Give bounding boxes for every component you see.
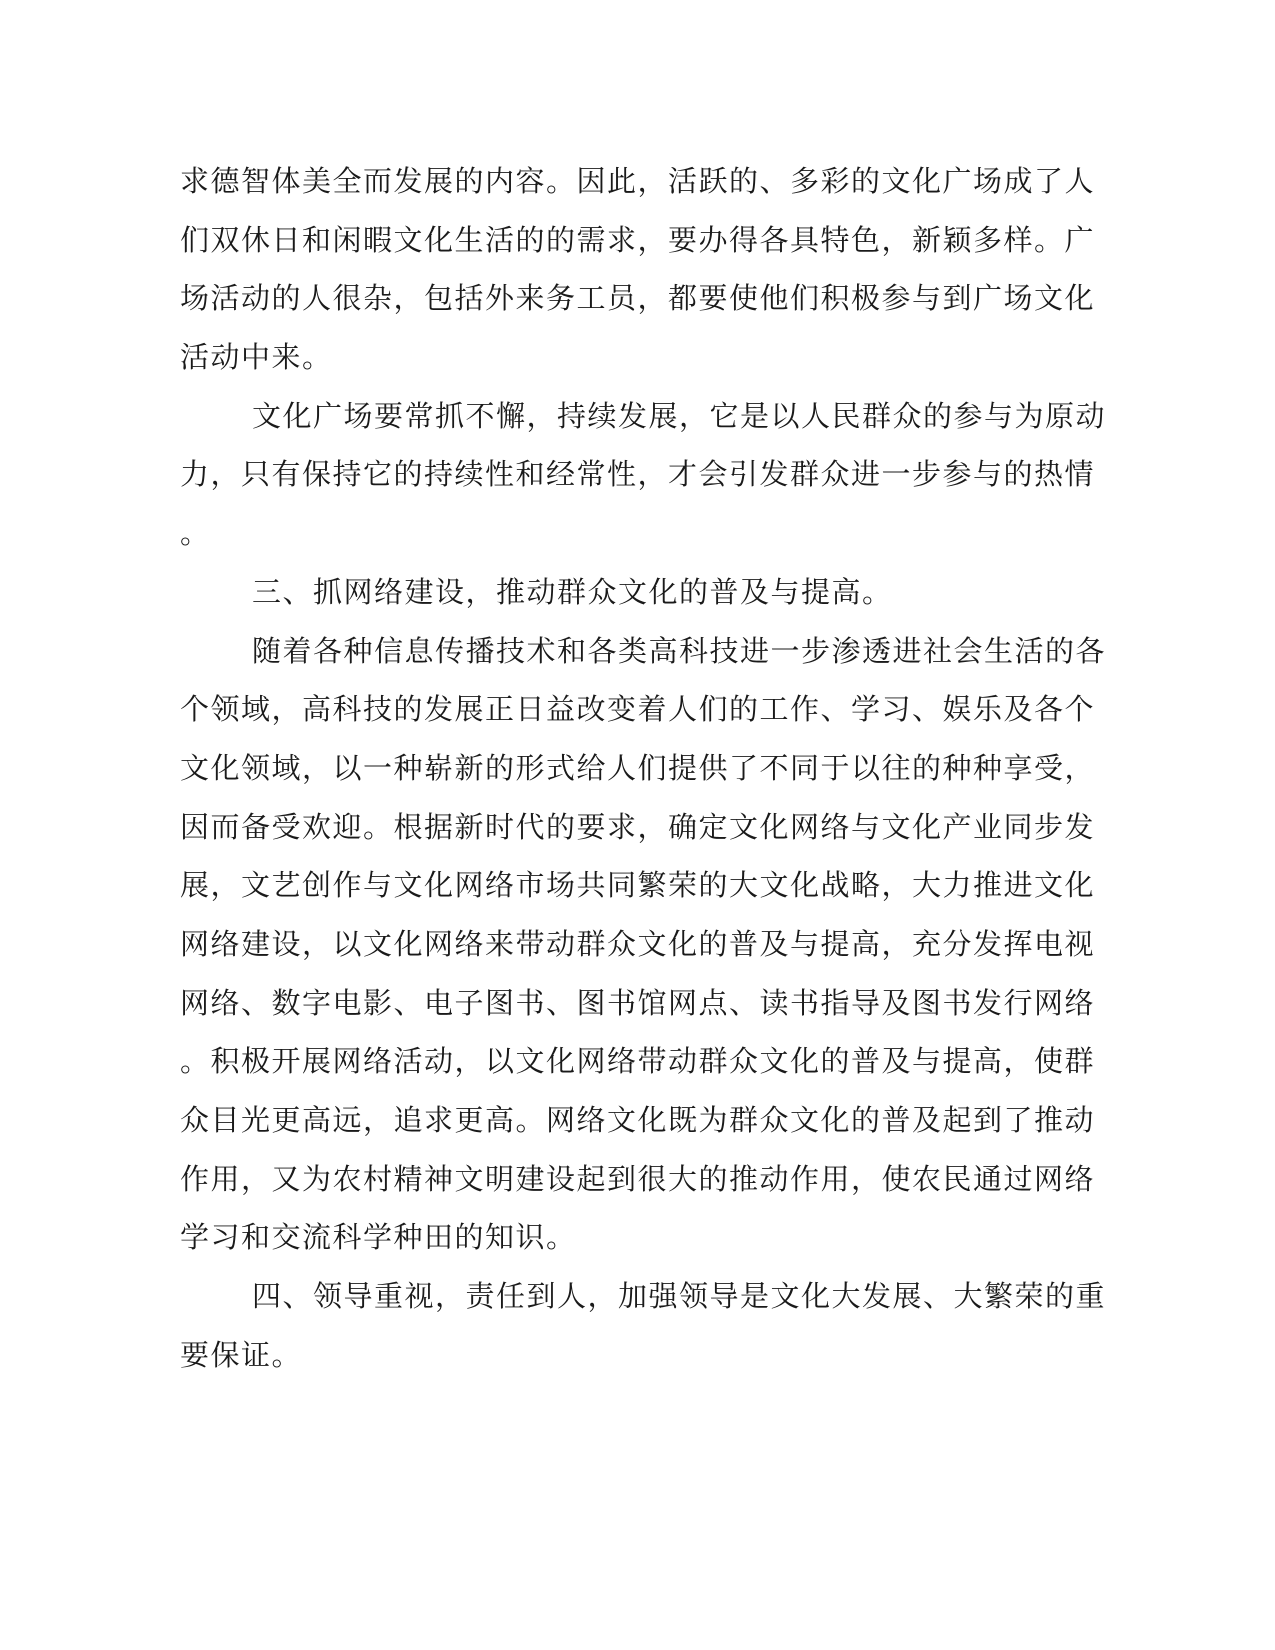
section-heading: 三、抓网络建设，推动群众文化的普及与提高。	[252, 574, 893, 609]
body-text	[180, 152, 1107, 1384]
text-line: 作用，又为农村精神文明建设起到很大的推动作用，使农民通过网络	[180, 1161, 1096, 1196]
text-line: 网络、数字电影、电子图书、图书馆网点、读书指导及图书发行网络	[180, 985, 1096, 1020]
paragraph-first-line: 随着各种信息传播技术和各类高科技进一步渗透进社会生活的各	[252, 633, 1107, 668]
text-line: 活动中来。	[180, 340, 333, 375]
text-line: 。	[180, 516, 211, 551]
text-line: 文化领域，以一种崭新的形式给人们提供了不同于以往的种种享受，	[180, 750, 1096, 785]
section-heading: 四、领导重视，责任到人，加强领导是文化大发展、大繁荣的重	[252, 1279, 1107, 1314]
text-line: 展，文艺创作与文化网络市场共同繁荣的大文化战略，大力推进文化	[180, 868, 1096, 903]
text-line: 因而备受欢迎。根据新时代的要求，确定文化网络与文化产业同步发	[180, 809, 1096, 844]
text-line: 众目光更高远，追求更高。网络文化既为群众文化的普及起到了推动	[180, 1103, 1096, 1137]
text-line: 网络建设，以文化网络来带动群众文化的普及与提高，充分发挥电视	[180, 926, 1096, 961]
text-line: 。积极开展网络活动，以文化网络带动群众文化的普及与提高，使群	[180, 1044, 1096, 1079]
text-line: 场活动的人很杂，包括外来务工员，都要使他们积极参与到广场文化	[180, 281, 1096, 316]
text-line: 学习和交流科学种田的知识。	[180, 1220, 577, 1255]
text-line: 们双休日和闲暇文化生活的的需求，要办得各具特色，新颖多样。广	[180, 222, 1096, 257]
text-line: 力，只有保持它的持续性和经常性，才会引发群众进一步参与的热情	[180, 457, 1096, 492]
text-line: 个领域，高科技的发展正日益改变着人们的工作、学习、娱乐及各个	[180, 692, 1096, 727]
text-line: 求德智体美全而发展的内容。因此，活跃的、多彩的文化广场成了人	[180, 164, 1096, 198]
text-line: 要保证。	[180, 1337, 303, 1372]
paragraph-first-line: 文化广场要常抓不懈，持续发展，它是以人民群众的参与为原动	[252, 398, 1107, 433]
